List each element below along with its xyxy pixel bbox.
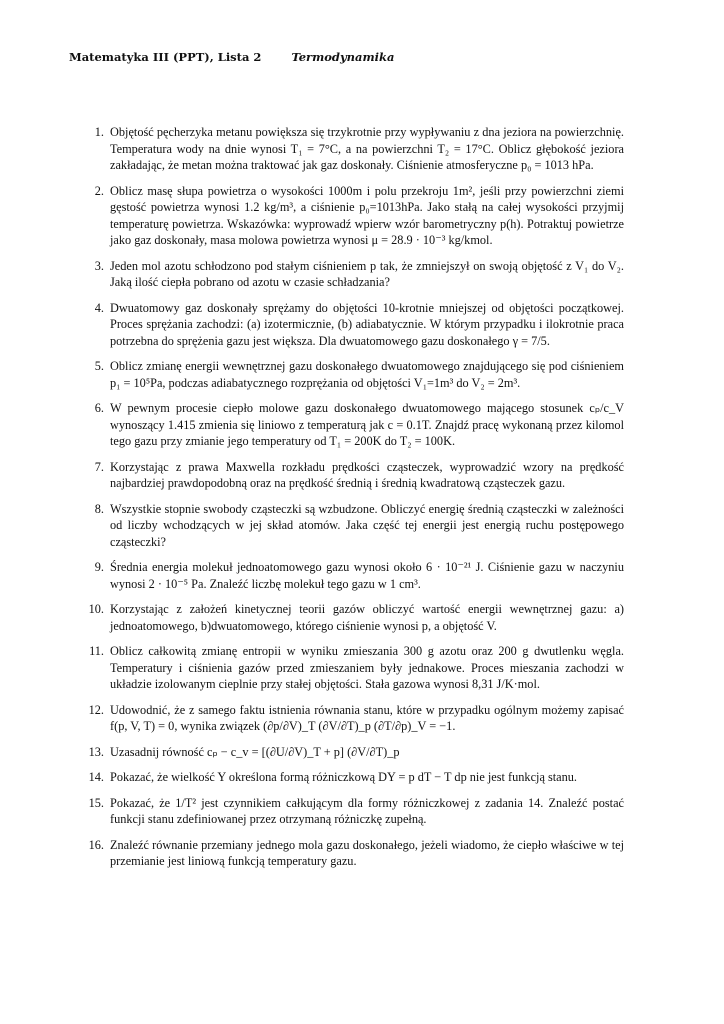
problem-number: 9. (94, 560, 104, 574)
problem-item (72, 702, 624, 735)
problem-text: Znaleźć równanie przemiany jednego mola gazu doskonałego, jeżeli wiadomo, że ciepło właściwe w tej przemianie jest liniową funkcją temperatury gazu. (110, 837, 624, 868)
problem-item (72, 643, 624, 693)
problem-text: Jeden mol azotu schłodzono pod stałym ciśnieniem p tak, że zmniejszył on swoją objętość z V₁ do V₂. Jaką ilość ciepła pobrano od azotu w czasie schładzania? (110, 258, 624, 289)
problem-item (72, 358, 624, 391)
problem-number: 4. (94, 300, 104, 315)
problem-number: 2. (94, 183, 104, 198)
problem-number: 6. (94, 401, 104, 415)
problem-number: 5. (94, 359, 104, 373)
problem-text: Uzasadnij równość cₚ − c_v = [(∂U/∂V)_T + p] (∂V/∂T)_p (110, 744, 400, 759)
problem-item (72, 769, 624, 786)
problem-text: Dwuatomowy gaz doskonały sprężamy do objętości 10-krotnie mniejszej od objętości początkowej. Proces sprężania zachodzi: (a) izotermicznie, (b) adiabatycznie. W którym przypadku i ilokrotnie praca potrzebna do sprężenia gazu jest większa. Dla dwuatomowego gazu doskonałego γ = 7/5. (110, 300, 624, 348)
problem-item (72, 744, 624, 761)
problem-item (72, 300, 624, 350)
course-title: Matematyka III (PPT), Lista 2 (69, 50, 262, 64)
problem-number: 16. (88, 837, 104, 852)
problem-text: Oblicz masę słupa powietrza o wysokości 1000m i polu przekroju 1m², jeśli przy powierzchni ziemi gęstość powietrza wynosi 1.2 kg/m³, a ciśnienie p₀=1013hPa. Jako stałą na całej wysokości przyjmij temperaturę powietrza. Wskazówka: wyprowadź wpierw wzór barometryczny p(h). Potraktuj powietrze jako gaz doskonały, masa molowa powietrza wynosi μ = 28.9 · 10⁻³ kg/kmol. (110, 183, 624, 247)
problem-number: 8. (94, 501, 104, 516)
problem-text: Oblicz zmianę energii wewnętrznej gazu doskonałego dwuatomowego znajdującego się pod ciśnieniem p₁ = 10⁵Pa, podczas adiabatycznego rozprężania od objętości V₁=1m³ do V₂ = 2m³. (110, 359, 624, 390)
problem-number: 12. (88, 702, 104, 717)
problem-text: Pokazać, że wielkość Y określona formą różniczkową DY = p dT − T dp nie jest funkcją stanu. (110, 770, 578, 784)
problem-number: 15. (88, 795, 104, 810)
problem-item (72, 559, 624, 592)
problem-number: 14. (88, 770, 104, 784)
problem-text: Korzystając z prawa Maxwella rozkładu prędkości cząsteczek, wyprowadzić wzory na prędkość najbardziej prawdopodobną oraz na prędkość średnią i średnią kwadratową cząsteczek gazu. (110, 459, 624, 490)
problem-text: W pewnym procesie ciepło molowe gazu doskonałego dwuatomowego mającego stosunek cₚ/c_V wynoszący 1.415 zmienia się liniowo z temperaturą jak c = 0.1T. Znajdź pracę wykonaną przez kilomol tego gazu przy zmianie jego temperatury od T₁ = 200K do T₂ = 100K. (110, 401, 624, 448)
problem-text: Pokazać, że 1/T² jest czynnikiem całkującym dla formy różniczkowej z zadania 14. Znaleźć postać funkcji stanu zdefiniowanej przez otrzymaną różniczkę zupełną. (110, 795, 624, 826)
problem-item (72, 795, 624, 828)
problem-text: Korzystając z założeń kinetycznej teorii gazów obliczyć wartość energii wewnętrznej gazu: a) jednoatomowego, b)dwuatomowego, którego ciśnienie wynosi p, a objętość V. (110, 602, 624, 633)
problem-item (72, 258, 624, 291)
problem-number: 7. (94, 459, 104, 474)
subject-title: Termodynamika (291, 50, 395, 64)
problem-item (72, 183, 624, 249)
problem-number: 11. (89, 644, 104, 658)
problem-item (72, 459, 624, 492)
problem-item (72, 400, 624, 450)
problem-item (72, 501, 624, 551)
problem-text: Udowodnić, że z samego faktu istnienia równania stanu, które w przypadku ogólnym możemy zapisać f(p, V, T) = 0, wynika związek (∂p/∂V)_T (∂V/∂T)_p (∂T/∂p)_V = −1. (110, 702, 624, 733)
problem-item (72, 124, 624, 174)
problem-text: Średnia energia molekuł jednoatomowego gazu wynosi około 6 · 10⁻²¹ J. Ciśnienie gazu w naczyniu wynosi 2 · 10⁻⁵ Pa. Znaleźć liczbę molekuł tego gazu w 1 cm³. (110, 560, 624, 591)
problem-text: Oblicz całkowitą zmianę entropii w wyniku zmieszania 300 g azotu oraz 200 g dwutlenku węgla. Temperatury i ciśnienia gazów przed zmieszaniem były jednakowe. Proces mieszania zachodzi w układzie izolowanym cieplnie przy stałej objętości. Stała gazowa wynosi 8,31 J/K·mol. (110, 644, 624, 691)
problem-number: 10. (88, 602, 104, 616)
problem-number: 3. (94, 258, 104, 273)
problem-item (72, 837, 624, 870)
problem-item (72, 601, 624, 634)
problem-number: 13. (88, 744, 104, 759)
problem-text: Objętość pęcherzyka metanu powiększa się trzykrotnie przy wypływaniu z dna jeziora na powierzchnię. Temperatura wody na dnie wynosi T₁ = 7°C, a na powierzchni T₂ = 17°C. Oblicz głębokość jeziora zakładając, że metan można traktować jak gaz doskonały. Ciśnienie atmosferyczne p₀ = 1013 hPa. (110, 125, 624, 172)
page-header (69, 50, 394, 64)
problem-number: 1. (94, 125, 104, 139)
problem-list (72, 124, 624, 879)
problem-text: Wszystkie stopnie swobody cząsteczki są wzbudzone. Obliczyć energię średnią cząsteczki w zależności od liczby wchodzących w jej skład atomów. Jaka część tej energii jest energią ruchu postępowego cząsteczki? (110, 501, 624, 549)
